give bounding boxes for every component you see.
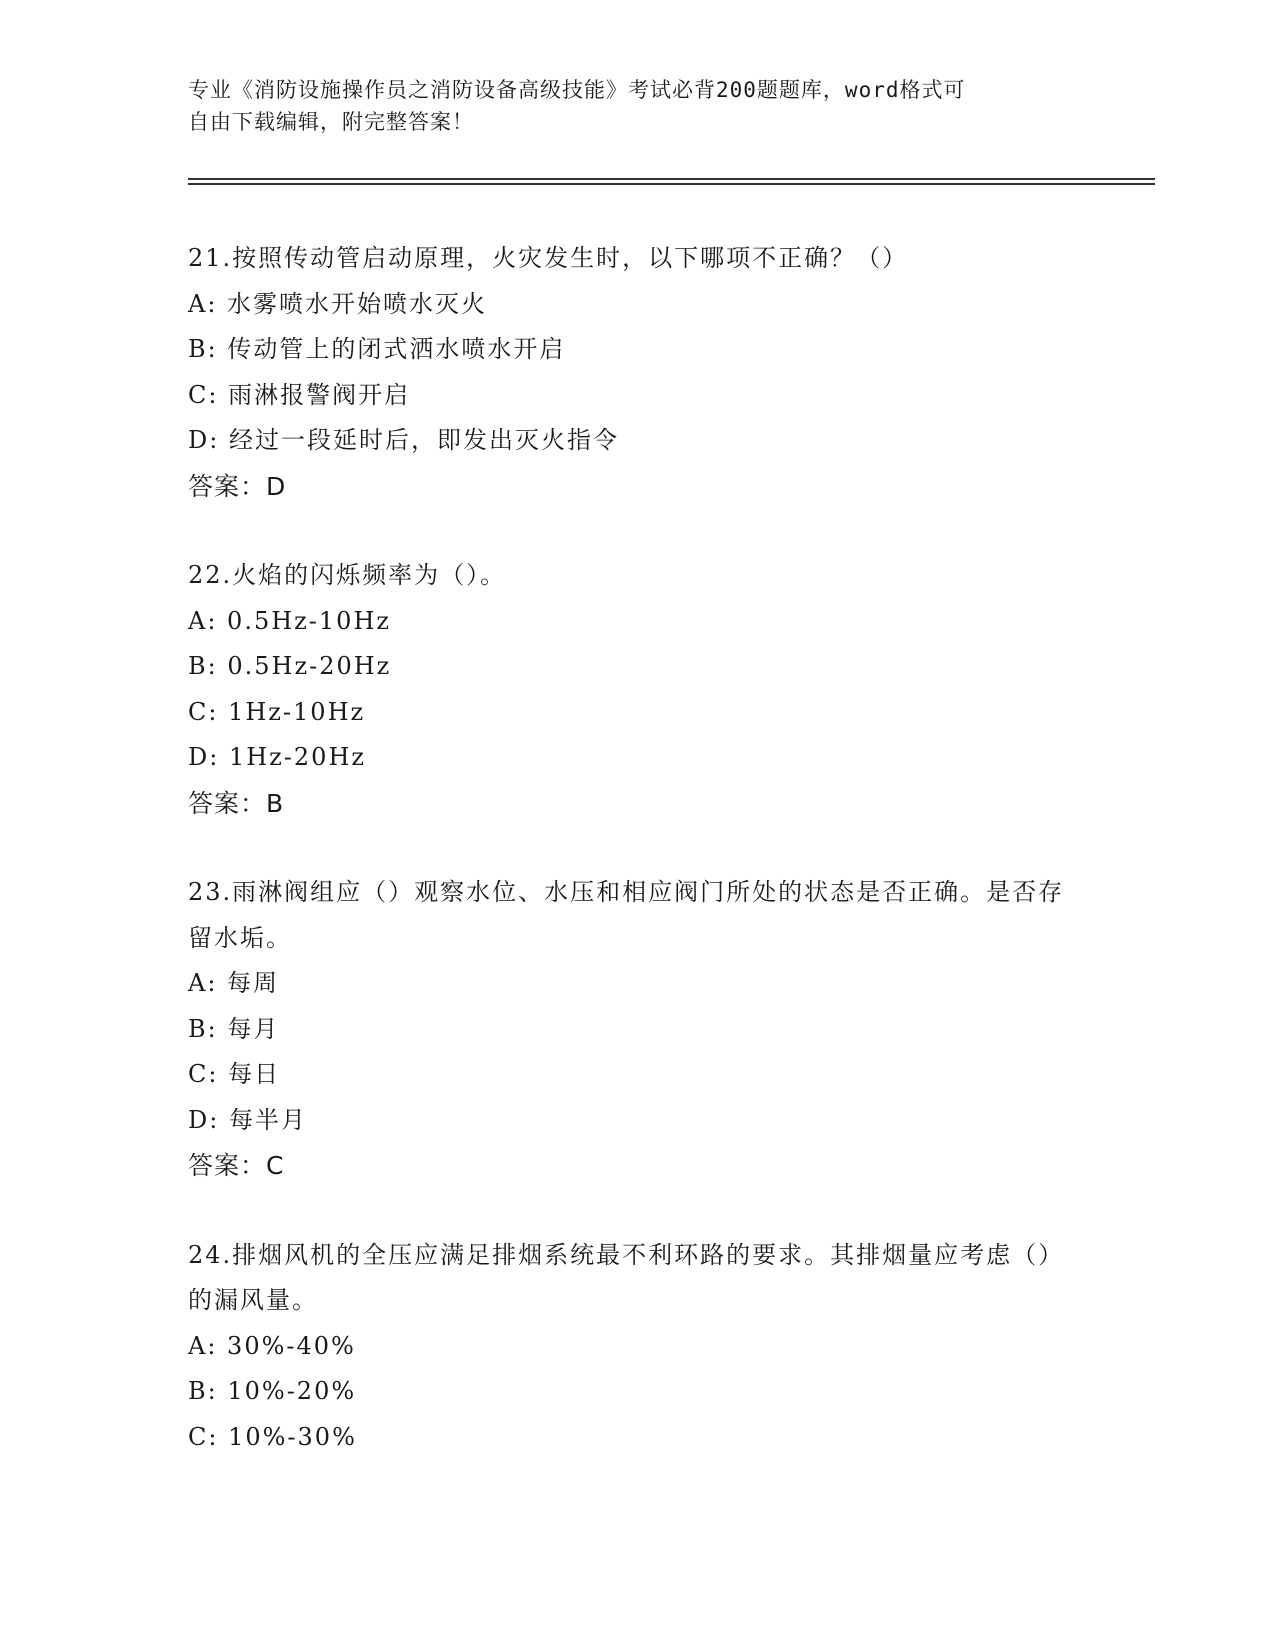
question-list	[188, 236, 1088, 1504]
option-d: D: 经过一段延时后，即发出灭火指令	[188, 426, 619, 454]
answer: 答案：B	[188, 788, 285, 818]
option-c: C: 雨淋报警阀开启	[188, 380, 411, 409]
option-c: C: 10%-30%	[188, 1422, 357, 1451]
option-a: A: 30%-40%	[188, 1331, 356, 1360]
option-d: D: 每半月	[188, 1105, 307, 1134]
question-title: 23.雨淋阀组应（）观察水位、水压和相应阀门所处的状态是否正确。是否存留水垢。	[188, 878, 1065, 952]
option-c: C: 每日	[188, 1060, 281, 1088]
question-22	[188, 553, 1088, 826]
answer: 答案：D	[188, 471, 287, 501]
document-header	[188, 74, 1088, 138]
option-b: B: 每月	[188, 1014, 280, 1043]
header-line-1: 专业《消防设施操作员之消防设备高级技能》考试必背200题题库，word格式可	[188, 78, 966, 102]
header-line-2: 自由下载编辑，附完整答案！	[188, 110, 474, 134]
option-c: C: 1Hz-10Hz	[188, 697, 366, 726]
header-divider-top	[188, 178, 1155, 180]
question-title: 22.火焰的闪烁频率为（）。	[188, 561, 507, 589]
option-d: D: 1Hz-20Hz	[188, 743, 367, 771]
option-a: A: 每周	[188, 969, 280, 997]
question-24	[188, 1233, 1088, 1461]
question-23	[188, 870, 1088, 1189]
option-b: B: 0.5Hz-20Hz	[188, 652, 392, 680]
option-a: A: 0.5Hz-10Hz	[188, 606, 392, 635]
question-title: 24.排烟风机的全压应满足排烟系统最不利环路的要求。其排烟量应考虑（）的漏风量。	[188, 1240, 1065, 1314]
header-divider-bottom	[188, 183, 1155, 185]
answer: 答案：C	[188, 1151, 285, 1180]
question-title: 21.按照传动管启动原理，火灾发生时，以下哪项不正确？（）	[188, 244, 909, 272]
question-21	[188, 236, 1088, 509]
option-b: B: 传动管上的闭式洒水喷水开启	[188, 335, 566, 363]
option-a: A: 水雾喷水开始喷水灭火	[188, 289, 488, 318]
option-b: B: 10%-20%	[188, 1377, 357, 1405]
